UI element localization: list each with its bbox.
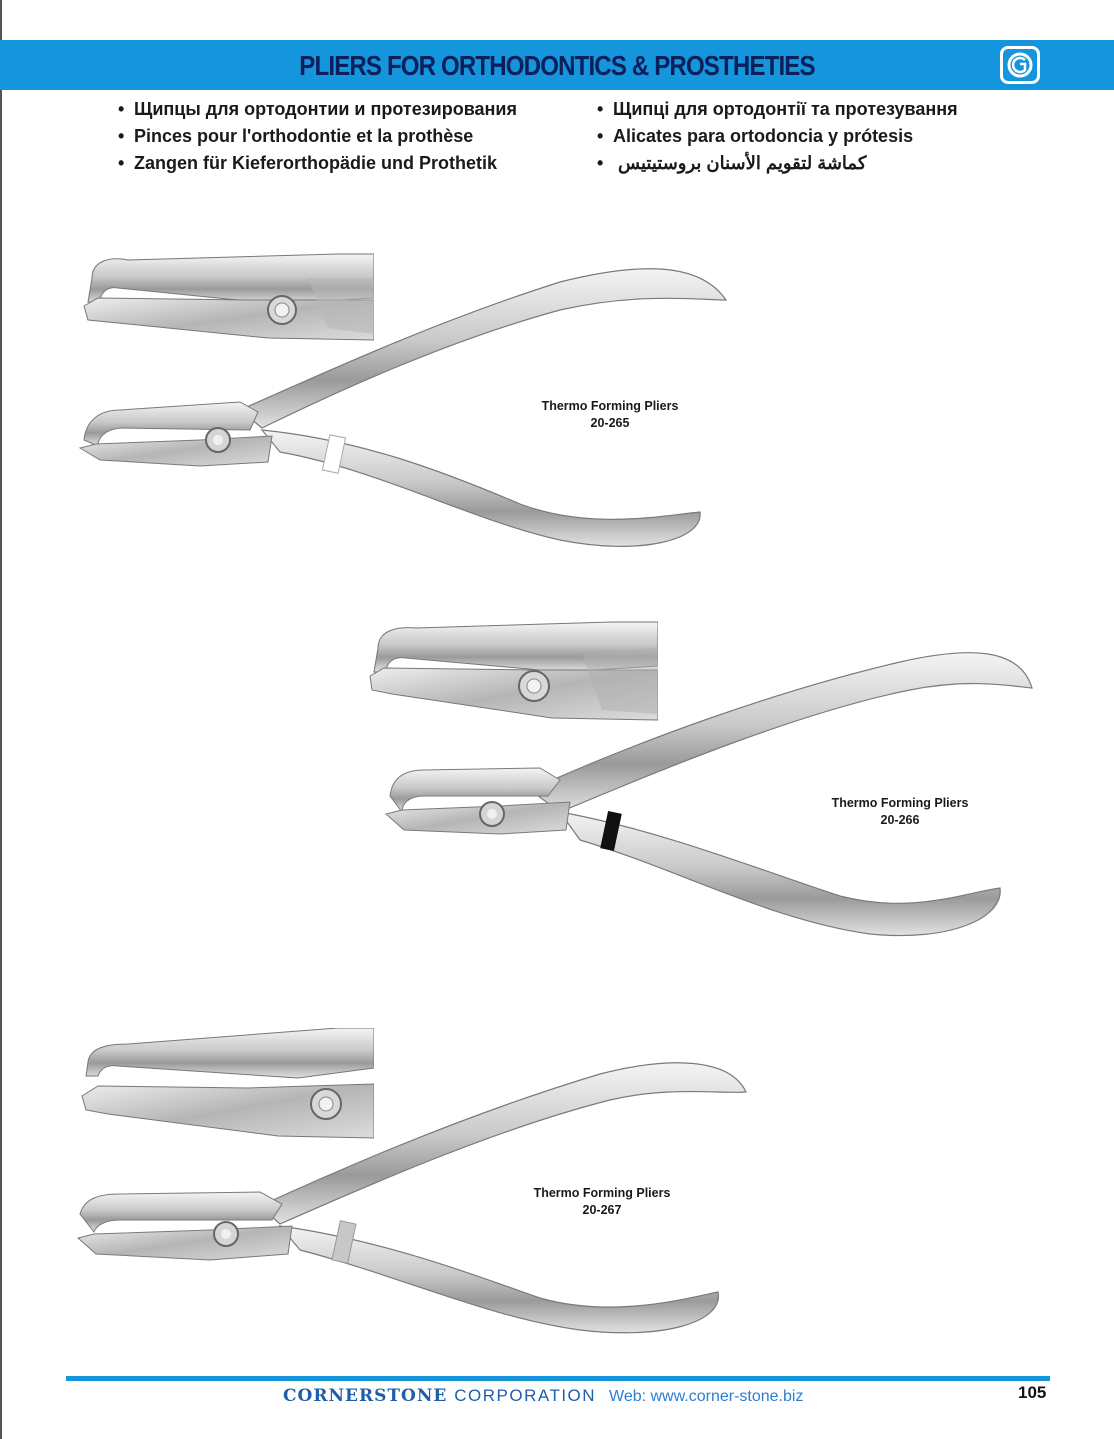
footer-rule [66, 1376, 1050, 1381]
language-line-french: • Pinces pour l'orthodontie et la prothèse [118, 126, 474, 146]
product-caption [818, 795, 982, 829]
language-line-spanish: • Alicates para ortodoncia y prótesis [597, 126, 914, 146]
language-line-arabic: • كماشة لتقويم الأسنان بروستيتيس [597, 153, 867, 173]
product-name: Thermo Forming Pliers [533, 1186, 671, 1200]
language-text: Щипці для ортодонтії та протезування [613, 99, 958, 119]
page-number: 105 [1018, 1383, 1047, 1402]
language-text: Zangen für Kieferorthopädie und Prothetik [134, 153, 498, 173]
product-name: Thermo Forming Pliers [541, 399, 679, 413]
product-code: 20-265 [590, 416, 630, 430]
product-code: 20-266 [880, 813, 920, 827]
product-name: Thermo Forming Pliers [831, 796, 969, 810]
footer-brand [283, 1385, 596, 1407]
product-code: 20-267 [582, 1203, 622, 1217]
brand-suffix: CORPORATION [454, 1386, 597, 1405]
language-text: Щипцы для ортодонтии и протезирования [134, 99, 518, 119]
language-line-russian: • Щипцы для ортодонтии и протезирования [118, 99, 518, 119]
language-text: Alicates para ortodoncia y prótesis [613, 126, 914, 146]
footer-website-link[interactable]: Web: www.corner-stone.biz [609, 1388, 804, 1405]
page-title: PLIERS FOR ORTHODONTICS & PROSTHETIES [299, 50, 815, 81]
language-line-german: • Zangen für Kieferorthopädie und Prothetik [118, 153, 498, 173]
product-caption [520, 1185, 684, 1219]
brand-name: CORNERSTONE [283, 1386, 448, 1406]
language-line-ukrainian: • Щипці для ортодонтії та протезування [597, 99, 958, 119]
language-text: كماشة لتقويم الأسنان بروستيتيس [618, 153, 867, 173]
language-text: Pinces pour l'orthodontie et la prothèse [134, 126, 474, 146]
